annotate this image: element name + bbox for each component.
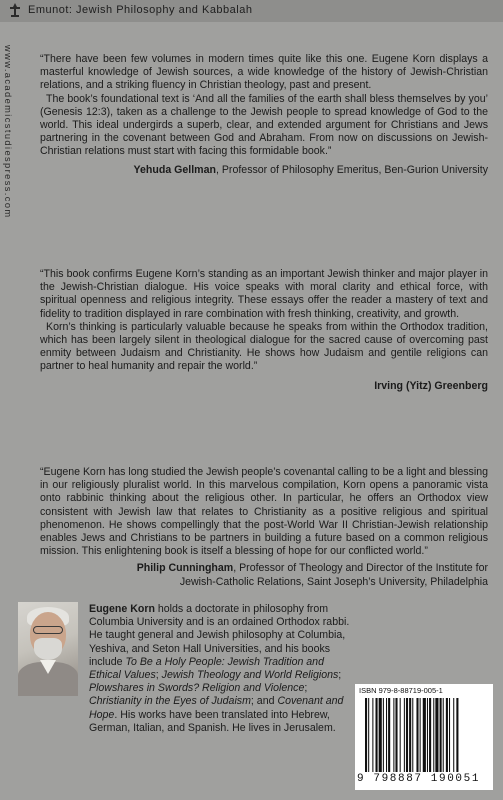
barcode-bar — [423, 698, 426, 772]
endorser-affiliation: , Professor of Theology and Director of the Institute for — [233, 562, 488, 575]
endorser-name: Irving (Yitz) Greenberg — [374, 379, 488, 392]
endorsement-attribution — [40, 562, 488, 588]
barcode-bar — [368, 698, 369, 772]
endorser-affiliation: , Professor of Philosophy Emeritus, Ben-Gurion University — [215, 163, 488, 176]
endorsement-paragraph: “Eugene Korn has long studied the Jewish people’s covenantal calling to be a light and blessing in our religiously pluralist world. In this marvelous compilation, Korn opens a panoramic vista onto rabbinic thinking about the religious other. In particular, he offers an Orthodox view consistent with Jewish law that relates to Christianity as a positive religious and spiritual phenomenon. He shows compellingly that the post-World War II Christian-Jewish relationship enables Jews and Christians to be partners in building a future based on a common religious mission. This enlightening book is itself a blessing of hope for our conflicted world.” — [40, 466, 488, 558]
isbn-barcode — [355, 684, 493, 790]
barcode-number: 9 798887 190051 — [357, 773, 481, 785]
book-title: To Be a Holy People: Jewish Tradition and Ethical Values — [89, 655, 324, 682]
endorsement-paragraph: Korn’s thinking is particularly valuable because he speaks from within the Orthodox tradition, which has been largely silent in theological dialogue for the sacred cause of overcoming past enmity between Judaism and Christianity. He shows how Judaism and gentile religions can partner to heal humanity and repair the world.” — [40, 320, 488, 373]
endorser-name: Philip Cunningham — [136, 562, 234, 575]
endorsement-1 — [40, 53, 488, 177]
barcode-bar — [372, 698, 373, 772]
barcode-bar — [400, 698, 401, 772]
barcode-bar — [427, 698, 428, 772]
book-title: Covenant and Hope — [89, 695, 344, 721]
barcode-bar — [435, 698, 438, 772]
barcode-bar — [456, 698, 458, 772]
author-photo — [18, 602, 78, 696]
barcode-bar — [433, 698, 434, 772]
book-title: Jewish Theology and World Religions — [161, 669, 339, 682]
barcode-bar — [449, 698, 450, 772]
book-title: Plowshares in Swords? Religion and Violence — [89, 682, 305, 695]
endorsement-paragraph: “There have been few volumes in modern times quite like this one. Eugene Korn displays a masterful knowledge of Jewish sources, a wide knowledge of the history of Jewish-Christian relations, and a striking fluency in Christian theology, past and present. — [40, 53, 488, 92]
endorsement-paragraph: “This book confirms Eugene Korn’s standing as an important Jewish thinker and major player in the Jewish-Christian dialogue. His voice speaks with moral clarity and ethical force, with spiritual openness and religious integrity. These essays offer the reader a mastery of text and fidelity to tradition displayed in rare combination with fresh thinking, creativity, and growth. — [40, 268, 488, 320]
barcode-bar — [379, 698, 382, 772]
barcode-bars — [365, 698, 485, 772]
barcode-bar — [376, 698, 378, 772]
endorser-name: Yehuda Gellman — [133, 163, 216, 176]
barcode-bar — [388, 698, 390, 772]
endorsement-2 — [40, 268, 488, 393]
torah-lamp-icon — [8, 2, 22, 18]
barcode-bar — [365, 698, 367, 772]
barcode-bar — [409, 698, 411, 772]
barcode-bar — [443, 698, 444, 772]
endorsement-attribution — [40, 164, 488, 177]
endorsement-attribution — [40, 380, 488, 393]
series-title: Emunot: Jewish Philosophy and Kabbalah — [28, 4, 253, 16]
endorsement-paragraph: The book’s foundational text is ‘And all the families of the earth shall bless themselves by you’ (Genesis 12:3), taken as a challenge to the Jewish people to spread knowledge of God to the world. This ideal undergirds a superb, clear, and extended argument for Christians and Jews partnering in the covenant between God and Abraham. From now on discussions on Jewish-Christian relations must start with facing this formidable book.” — [40, 92, 488, 158]
barcode-bar — [416, 698, 418, 772]
barcode-bar — [404, 698, 405, 772]
barcode-bar — [429, 698, 431, 772]
publisher-website-text: www.academicstudiespress.com — [3, 45, 13, 219]
book-title: Christianity in the Eyes of Judaism — [89, 695, 251, 708]
barcode-bar — [406, 698, 408, 772]
barcode-bar — [386, 698, 387, 772]
barcode-bar — [383, 698, 384, 772]
isbn-label: ISBN 979-8-88719-005-1 — [359, 686, 443, 695]
author-bio: Eugene Korn holds a doctorate in philosophy from Columbia University and is an ordained Orthodox rabbi. He taught general and Jewish philosophy at Columbia, Yeshiva, and Seton Hall Universities, and his books include To Be a Holy People: Jewish Tradition and Ethical Values; Jewish Theology and World Religions; Plowshares in Swords? Religion and Violence; Christianity in the Eyes of Judaism; and Covenant and Hope. His works have been translated into Hebrew, German, Italian, and Spanish. He lives in Jerusalem. — [89, 603, 350, 734]
barcode-bar — [453, 698, 454, 772]
endorser-affiliation-line-2: Jewish-Catholic Relations, Saint Joseph’s University, Philadelphia — [179, 575, 488, 588]
barcode-bar — [393, 698, 394, 772]
barcode-bar — [412, 698, 413, 772]
barcode-bar — [395, 698, 397, 772]
barcode-bar — [440, 698, 442, 772]
author-name: Eugene Korn — [89, 603, 155, 615]
endorsement-3 — [40, 466, 488, 589]
barcode-bar — [446, 698, 448, 772]
barcode-bar — [420, 698, 421, 772]
publisher-website — [3, 45, 20, 260]
series-header-bar — [0, 0, 503, 22]
